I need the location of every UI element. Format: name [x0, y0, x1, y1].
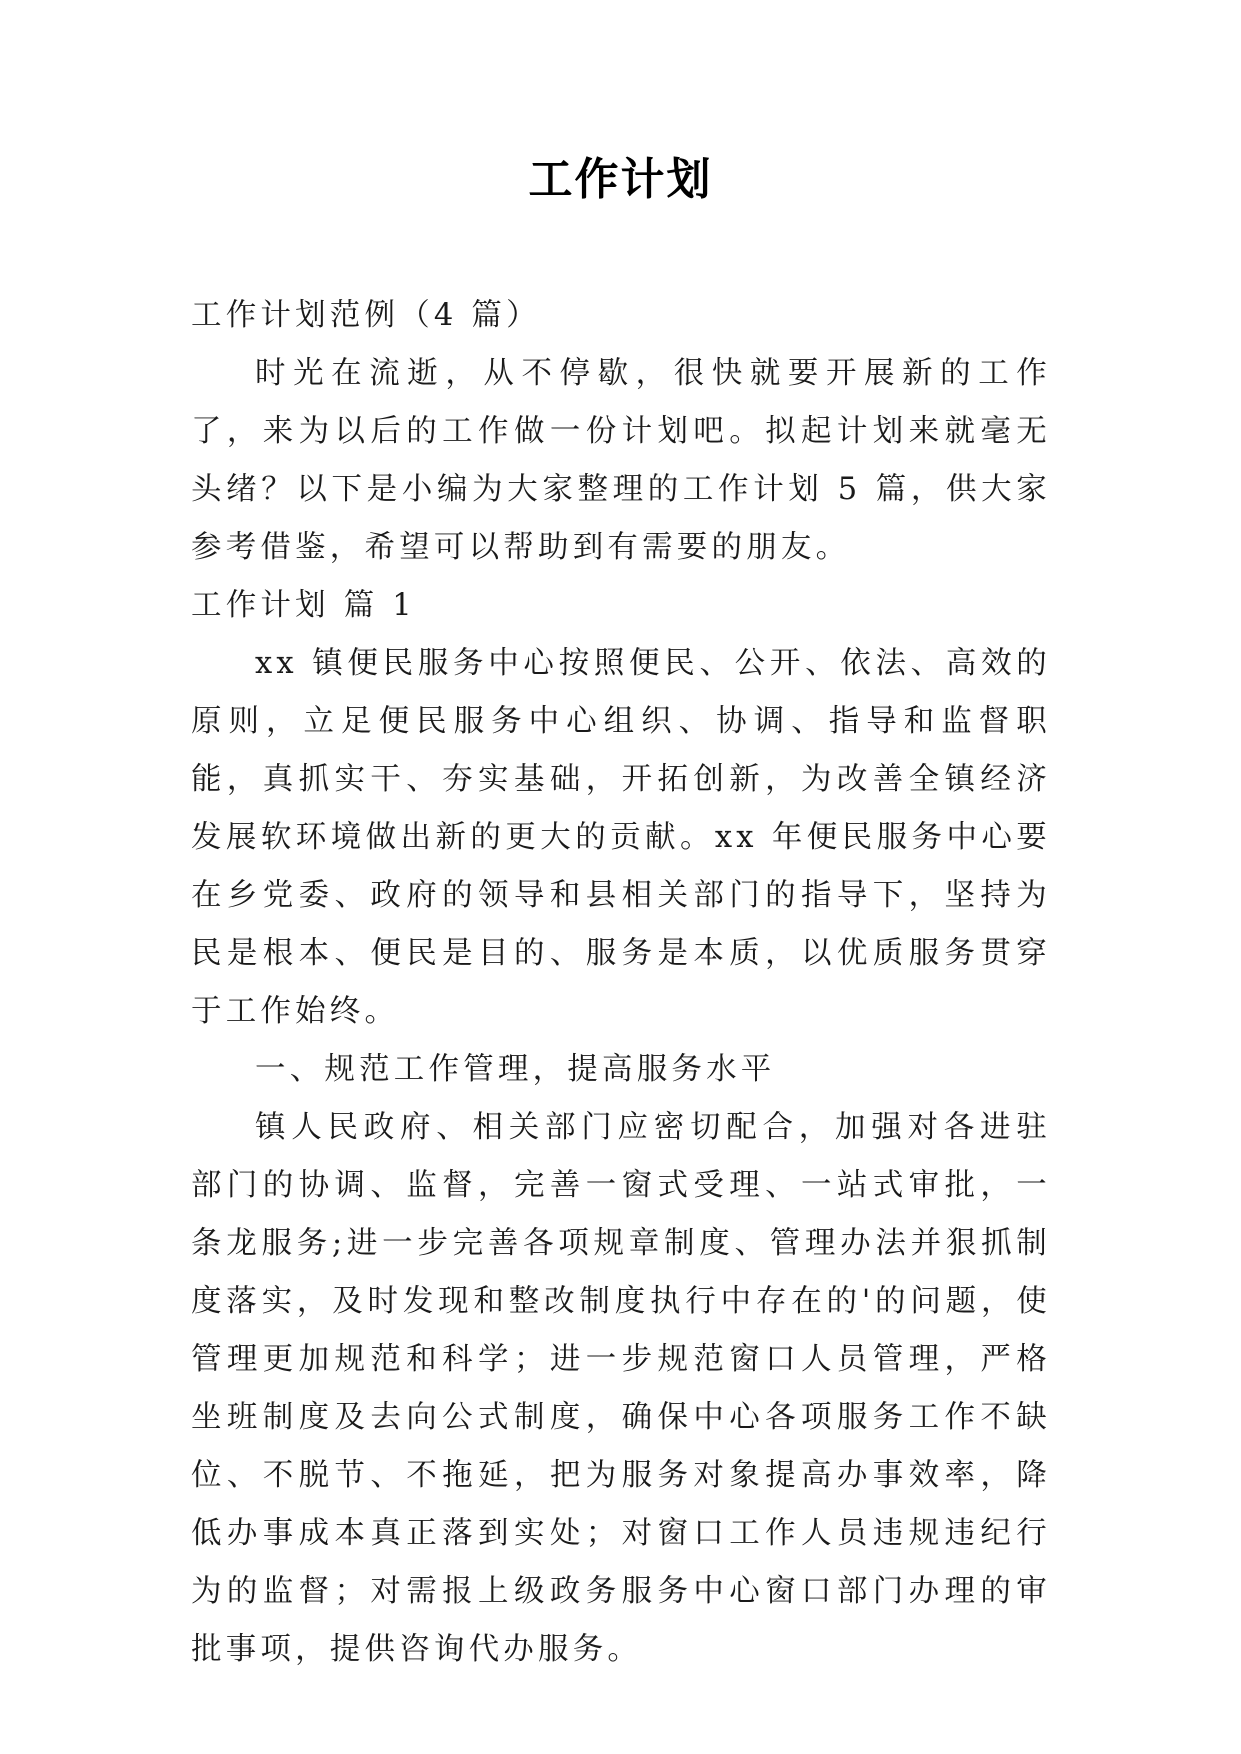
document-title: 工作计划 — [528, 154, 713, 205]
paragraph-body: xx 镇便民服务中心按照便民、公开、依法、高效的原则，立足便民服务中心组织、协调、指导和监督职能，真抓实干、夯实基础，开拓创新，为改善全镇经济发展软环境做出新的更大的贡献。xx 年便民服务中心要在乡党委、政府的领导和县相关部门的指导下，坚持为民是根本、便民是目的、服务是本质，以优质服务贯穿于工作始终。 — [191, 646, 1051, 1029]
document-body — [191, 287, 1051, 1679]
paragraph-subheading: 一、规范工作管理，提高服务水平 — [255, 1052, 776, 1087]
paragraph-subtitle: 工作计划范例（4 篇） — [191, 298, 541, 333]
paragraph-body: 镇人民政府、相关部门应密切配合，加强对各进驻部门的协调、监督，完善一窗式受理、一站式审批，一条龙服务;进一步完善各项规章制度、管理办法并狠抓制度落实，及时发现和整改制度执行中存在的'的问题，使管理更加规范和科学；进一步规范窗口人员管理，严格坐班制度及去向公式制度，确保中心各项服务工作不缺位、不脱节、不拖延，把为服务对象提高办事效率，降低办事成本真正落到实处；对窗口工作人员违规违纪行为的监督；对需报上级政务服务中心窗口部门办理的审批事项，提供咨询代办服务。 — [191, 1110, 1051, 1667]
paragraph-intro: 时光在流逝，从不停歇，很快就要开展新的工作了，来为以后的工作做一份计划吧。拟起计划来就毫无头绪？以下是小编为大家整理的工作计划 5 篇，供大家参考借鉴，希望可以帮助到有需要的朋友。 — [191, 356, 1051, 565]
paragraph-section-heading: 工作计划 篇 1 — [191, 588, 416, 623]
